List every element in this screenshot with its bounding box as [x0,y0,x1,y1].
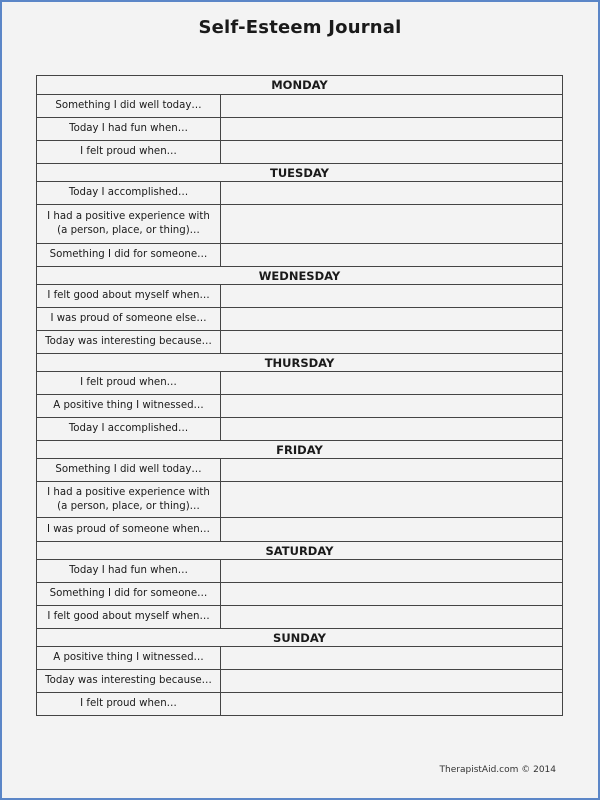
day-block-monday [37,76,562,163]
answer-field[interactable] [221,583,562,605]
answer-field[interactable] [221,95,562,117]
day-header: SUNDAY [37,628,562,647]
day-block-thursday [37,353,562,440]
prompt-label: Today I had fun when… [37,118,221,140]
journal-row [37,583,562,606]
prompt-label: Today I had fun when… [37,560,221,582]
journal-row [37,518,562,541]
answer-field[interactable] [221,205,562,243]
day-header: FRIDAY [37,440,562,459]
answer-field[interactable] [221,418,562,440]
prompt-label: I felt good about myself when… [37,606,221,628]
prompt-label: I felt proud when… [37,141,221,163]
prompt-label: Something I did for someone… [37,244,221,266]
prompt-label: Something I did for someone… [37,583,221,605]
answer-field[interactable] [221,308,562,330]
answer-field[interactable] [221,606,562,628]
prompt-label: Something I did well today… [37,459,221,481]
journal-row [37,308,562,331]
answer-field[interactable] [221,244,562,266]
journal-row [37,182,562,205]
journal-row [37,244,562,266]
day-block-wednesday [37,266,562,353]
journal-row [37,205,562,244]
day-header: THURSDAY [37,353,562,372]
answer-field[interactable] [221,182,562,204]
answer-field[interactable] [221,459,562,481]
day-header: TUESDAY [37,163,562,182]
prompt-label: Today was interesting because… [37,331,221,353]
journal-row [37,141,562,163]
answer-field[interactable] [221,372,562,394]
prompt-label: I had a positive experience with (a person, place, or thing)… [37,205,221,243]
journal-row [37,95,562,118]
prompt-label: I felt proud when… [37,693,221,715]
day-block-sunday [37,628,562,715]
answer-field[interactable] [221,141,562,163]
answer-field[interactable] [221,560,562,582]
prompt-label: A positive thing I witnessed… [37,647,221,669]
journal-row [37,647,562,670]
answer-field[interactable] [221,670,562,692]
answer-field[interactable] [221,518,562,541]
journal-row [37,285,562,308]
answer-field[interactable] [221,285,562,307]
answer-field[interactable] [221,331,562,353]
journal-row [37,606,562,628]
prompt-label: I was proud of someone else… [37,308,221,330]
journal-row [37,418,562,440]
prompt-label: I was proud of someone when… [37,518,221,541]
day-block-friday [37,440,562,541]
day-header: SATURDAY [37,541,562,560]
prompt-label: I felt good about myself when… [37,285,221,307]
prompt-label: I felt proud when… [37,372,221,394]
answer-field[interactable] [221,647,562,669]
answer-field[interactable] [221,118,562,140]
page-title: Self-Esteem Journal [198,17,402,38]
prompt-label: A positive thing I witnessed… [37,395,221,417]
journal-row [37,372,562,395]
prompt-label: Something I did well today… [37,95,221,117]
journal-row [37,670,562,693]
answer-field[interactable] [221,482,562,517]
copyright-footer: TherapistAid.com © 2014 [439,765,556,775]
answer-field[interactable] [221,395,562,417]
journal-row [37,331,562,353]
day-block-saturday [37,541,562,628]
prompt-label: Today I accomplished… [37,182,221,204]
journal-row [37,482,562,518]
journal-row [37,395,562,418]
day-header: WEDNESDAY [37,266,562,285]
journal-table [36,75,563,716]
prompt-label: Today was interesting because… [37,670,221,692]
journal-row [37,459,562,482]
day-header: MONDAY [37,76,562,95]
prompt-label: I had a positive experience with (a person, place, or thing)… [37,482,221,517]
day-block-tuesday [37,163,562,266]
answer-field[interactable] [221,693,562,715]
journal-row [37,693,562,715]
journal-row [37,560,562,583]
journal-row [37,118,562,141]
prompt-label: Today I accomplished… [37,418,221,440]
